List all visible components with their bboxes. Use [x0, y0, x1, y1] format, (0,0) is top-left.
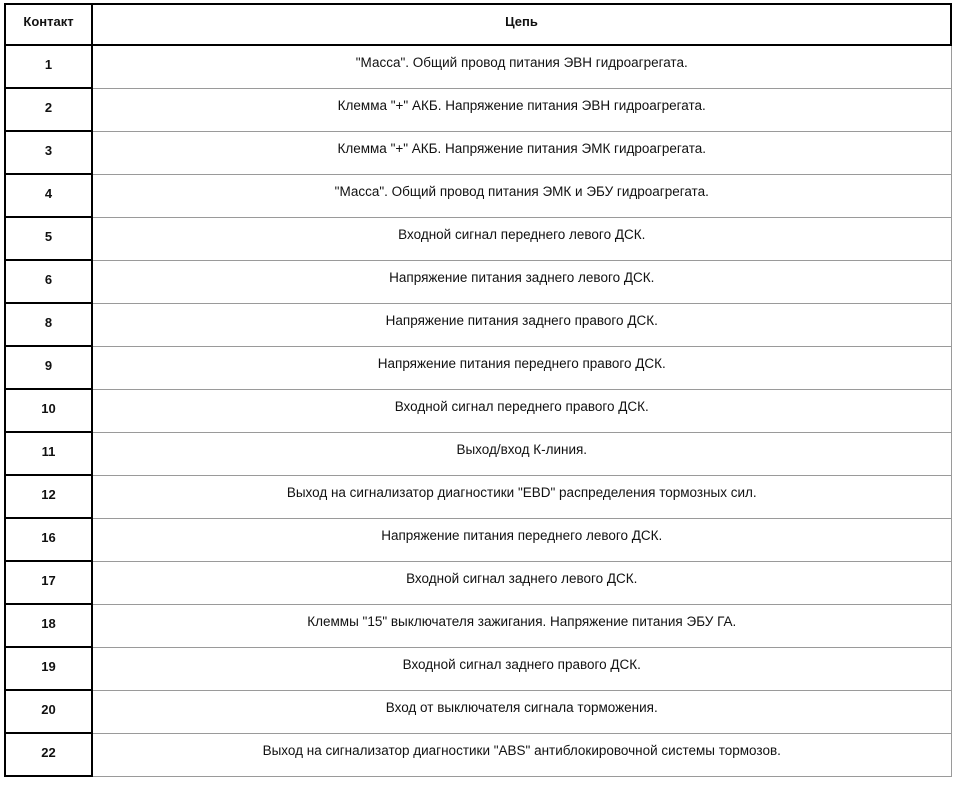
table-row [5, 733, 951, 776]
table-row [5, 346, 951, 389]
contact-number: 10 [5, 389, 92, 432]
contact-number: 3 [5, 131, 92, 174]
circuit-description: Напряжение питания переднего левого ДСК. [92, 518, 951, 561]
contact-number: 12 [5, 475, 92, 518]
contact-number: 9 [5, 346, 92, 389]
circuit-description: Входной сигнал переднего правого ДСК. [92, 389, 951, 432]
contact-number: 20 [5, 690, 92, 733]
circuit-description: Выход/вход К-линия. [92, 432, 951, 475]
contact-number: 6 [5, 260, 92, 303]
table-row [5, 131, 951, 174]
contact-number: 16 [5, 518, 92, 561]
header-row [5, 4, 951, 45]
table-row [5, 303, 951, 346]
table-header [5, 4, 951, 45]
table-row [5, 561, 951, 604]
table-row [5, 217, 951, 260]
table-row [5, 647, 951, 690]
table-row [5, 389, 951, 432]
header-contact: Контакт [5, 4, 92, 45]
pinout-table [4, 3, 952, 777]
contact-number: 2 [5, 88, 92, 131]
contact-number: 22 [5, 733, 92, 776]
circuit-description: Клемма "+" АКБ. Напряжение питания ЭМК гидроагрегата. [92, 131, 951, 174]
contact-number: 19 [5, 647, 92, 690]
header-circuit: Цепь [92, 4, 951, 45]
circuit-description: Входной сигнал переднего левого ДСК. [92, 217, 951, 260]
contact-number: 1 [5, 45, 92, 88]
circuit-description: Выход на сигнализатор диагностики "EBD" распределения тормозных сил. [92, 475, 951, 518]
circuit-description: "Масса". Общий провод питания ЭМК и ЭБУ гидроагрегата. [92, 174, 951, 217]
table-row [5, 260, 951, 303]
contact-number: 4 [5, 174, 92, 217]
contact-number: 17 [5, 561, 92, 604]
circuit-description: Вход от выключателя сигнала торможения. [92, 690, 951, 733]
contact-number: 8 [5, 303, 92, 346]
circuit-description: Входной сигнал заднего левого ДСК. [92, 561, 951, 604]
table-row [5, 432, 951, 475]
circuit-description: Клеммы "15" выключателя зажигания. Напряжение питания ЭБУ ГА. [92, 604, 951, 647]
contact-number: 5 [5, 217, 92, 260]
table-body [5, 45, 951, 776]
table-row [5, 604, 951, 647]
contact-number: 18 [5, 604, 92, 647]
circuit-description: Напряжение питания заднего левого ДСК. [92, 260, 951, 303]
circuit-description: Клемма "+" АКБ. Напряжение питания ЭВН гидроагрегата. [92, 88, 951, 131]
table-row [5, 475, 951, 518]
contact-number: 11 [5, 432, 92, 475]
table-row [5, 518, 951, 561]
circuit-description: Напряжение питания переднего правого ДСК. [92, 346, 951, 389]
table-row [5, 88, 951, 131]
circuit-description: Напряжение питания заднего правого ДСК. [92, 303, 951, 346]
circuit-description: Выход на сигнализатор диагностики "ABS" антиблокировочной системы тормозов. [92, 733, 951, 776]
circuit-description: Входной сигнал заднего правого ДСК. [92, 647, 951, 690]
table-row [5, 174, 951, 217]
table-row [5, 690, 951, 733]
circuit-description: "Масса". Общий провод питания ЭВН гидроагрегата. [92, 45, 951, 88]
table-row [5, 45, 951, 88]
